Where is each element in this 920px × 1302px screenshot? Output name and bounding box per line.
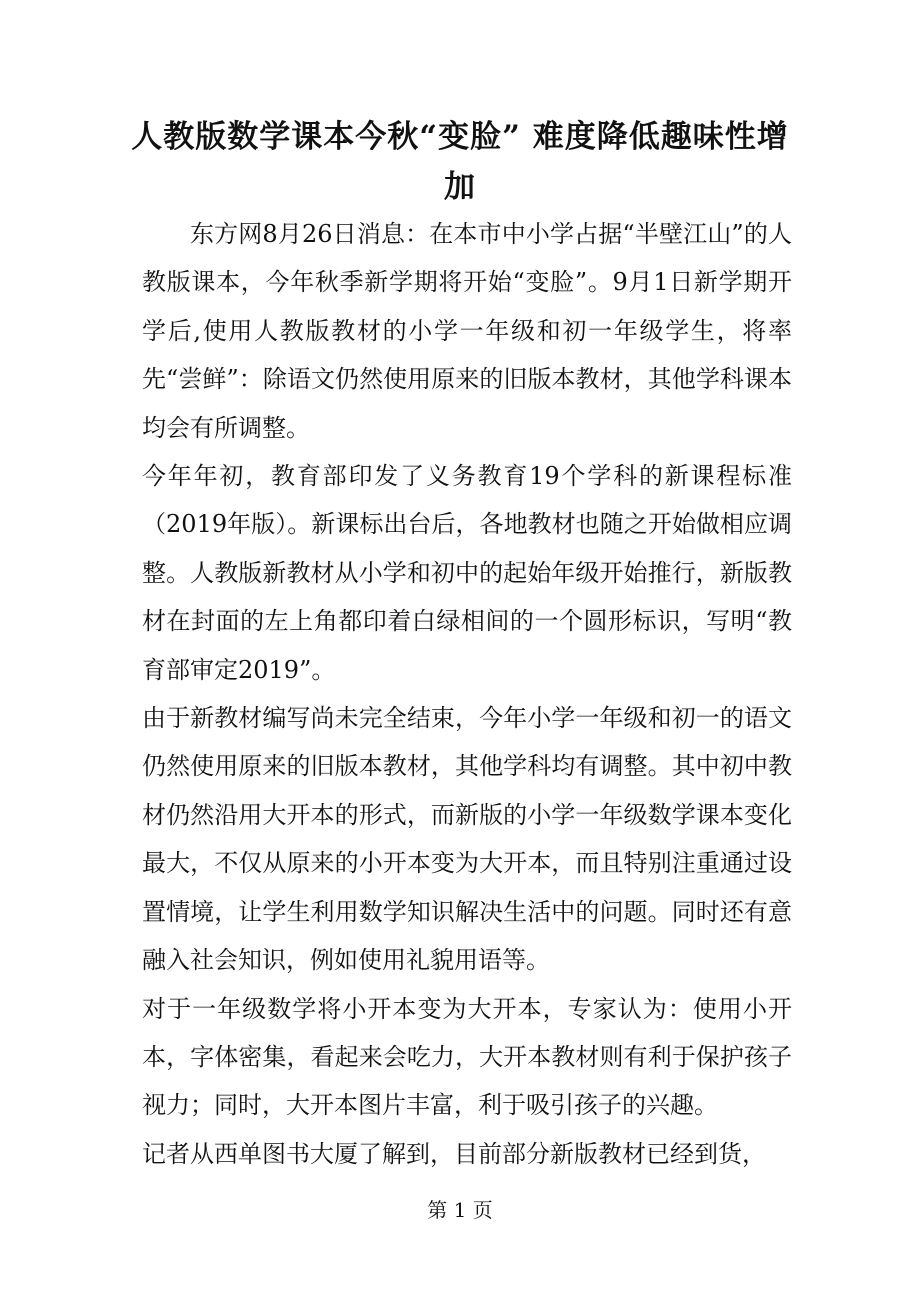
paragraph-4: 对于一年级数学将小开本变为大开本，专家认为：使用小开本，字体密集，看起来会吃力，大开本教材则有利于保护孩子视力；同时，大开本图片丰富，利于吸引孩子的兴趣。 <box>142 994 792 1120</box>
page-number: 第 1 页 <box>427 1198 493 1222</box>
document-title: 人教版数学课本今秋“变脸” 难度降低趣味性增加 <box>131 119 789 205</box>
paragraph-5: 记者从西单图书大厦了解到，目前部分新版教材已经到货， <box>142 1139 766 1168</box>
paragraph-1: 东方网8月26日消息：在本市中小学占据“半壁江山”的人教版课本，今年秋季新学期将开始“变脸”。9月1日新学期开学后,使用人教版教材的小学一年级和初一年级学生，将率先“尝鲜”：除语文仍然使用原来的旧版本教材，其他学科课本均会有所调整。 <box>142 220 792 442</box>
article-body <box>142 210 792 1178</box>
paragraph-2: 今年年初，教育部印发了义务教育19个学科的新课程标准（2019年版）。新课标出台后，各地教材也随之开始做相应调整。人教版新教材从小学和初中的起始年级开始推行，新版教材在封面的左上角都印着白绿相间的一个圆形标识，写明“教育部审定2019”。 <box>142 462 792 684</box>
paragraph-3: 由于新教材编写尚未完全结束，今年小学一年级和初一的语文仍然使用原来的旧版本教材，其他学科均有调整。其中初中教材仍然沿用大开本的形式，而新版的小学一年级数学课本变化最大，不仅从原来的小开本变为大开本，而且特别注重通过设置情境，让学生利用数学知识解决生活中的问题。同时还有意融入社会知识，例如使用礼貌用语等。 <box>142 704 792 975</box>
